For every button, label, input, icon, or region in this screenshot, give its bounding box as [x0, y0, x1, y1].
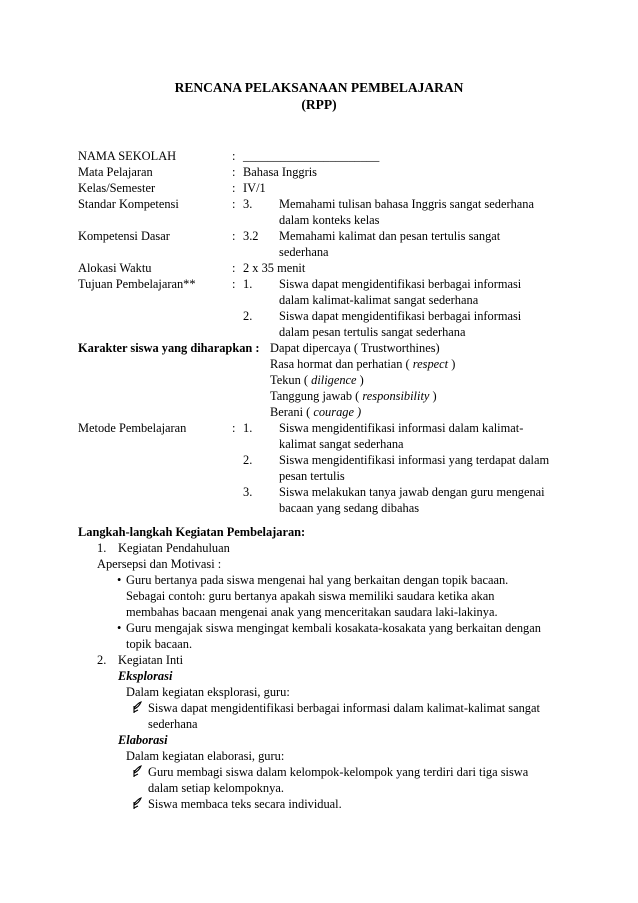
karakter-label: Karakter siswa yang diharapkan : [78, 341, 260, 355]
elaborasi-item1-line1: Guru membagi siswa dalam kelompok-kelompok yang terdiri dari tiga siswa [148, 765, 529, 779]
colon: : [232, 197, 236, 211]
kompetensi-number: 3.2 [243, 229, 259, 243]
elaborasi-item2-line1: Siswa membaca teks secara individual. [148, 797, 342, 811]
tujuan-number-2: 2. [243, 309, 253, 323]
title-line-2: (RPP) [301, 97, 337, 112]
langkah-heading: Langkah-langkah Kegiatan Pembelajaran: [78, 525, 306, 539]
karakter-item: Rasa hormat dan perhatian ( respect ) [270, 357, 456, 371]
step2-number: 2. [97, 653, 107, 667]
colon: : [232, 181, 236, 195]
tujuan-number-1: 1. [243, 277, 253, 291]
colon: : [232, 149, 236, 163]
step1-subtitle: Apersepsi dan Motivasi : [97, 557, 222, 571]
leaf-bullet-icon [132, 700, 142, 718]
kompetensi-text-2: sederhana [279, 245, 329, 259]
elaborasi-intro: Dalam kegiatan elaborasi, guru: [126, 749, 285, 763]
metode-number-1: 1. [243, 421, 253, 435]
tujuan-text-2b: dalam pesan tertulis sangat sederhana [279, 325, 466, 339]
step1-number: 1. [97, 541, 107, 555]
nama-sekolah-label: NAMA SEKOLAH [78, 149, 177, 163]
karakter-item: Berani ( courage ) [270, 405, 362, 419]
colon: : [232, 165, 236, 179]
mata-pelajaran-label: Mata Pelajaran [78, 165, 153, 179]
title-line-1: RENCANA PELAKSANAAN PEMBELAJARAN [174, 80, 464, 95]
standar-text-1: Memahami tulisan bahasa Inggris sangat sederhana [279, 197, 534, 211]
metode-text-2b: pesan tertulis [279, 469, 345, 483]
leaf-icon [132, 764, 142, 778]
kelas-label: Kelas/Semester [78, 181, 156, 195]
alokasi-value: 2 x 35 menit [243, 261, 306, 275]
colon: : [232, 229, 236, 243]
metode-text-1a: Siswa mengidentifikasi informasi dalam kalimat- [279, 421, 524, 435]
eksplorasi-item-line1: Siswa dapat mengidentifikasi berbagai informasi dalam kalimat-kalimat sangat [148, 701, 540, 715]
tujuan-text-2a: Siswa dapat mengidentifikasi berbagai informasi [279, 309, 522, 323]
kelas-value: IV/1 [243, 181, 266, 195]
eksplorasi-intro: Dalam kegiatan eksplorasi, guru: [126, 685, 290, 699]
leaf-bullet-icon [132, 796, 142, 814]
bullet-icon: • [117, 573, 122, 587]
metode-text-1b: kalimat sangat sederhana [279, 437, 404, 451]
metode-text-2a: Siswa mengidentifikasi informasi yang terdapat dalam [279, 453, 550, 467]
tujuan-text-1b: dalam kalimat-kalimat sangat sederhana [279, 293, 479, 307]
step1-bullet1-line3: membahas bacaan mengenai anak yang menceritakan saudara laki-lakinya. [126, 605, 498, 619]
colon: : [232, 261, 236, 275]
elaborasi-title: Elaborasi [118, 733, 168, 747]
karakter-item: Tanggung jawab ( responsibility ) [270, 389, 437, 403]
kompetensi-label: Kompetensi Dasar [78, 229, 170, 243]
colon: : [232, 277, 236, 291]
karakter-item: Tekun ( diligence ) [270, 373, 364, 387]
metode-text-3a: Siswa melakukan tanya jawab dengan guru mengenai [279, 485, 545, 499]
step1-bullet1-line1: Guru bertanya pada siswa mengenai hal yang berkaitan dengan topik bacaan. [126, 573, 509, 587]
leaf-icon [132, 700, 142, 714]
step2-title: Kegiatan Inti [118, 653, 184, 667]
leaf-icon [132, 796, 142, 810]
metode-number-2: 2. [243, 453, 253, 467]
metode-text-3b: bacaan yang sedang dibahas [279, 501, 420, 515]
karakter-item: Dapat dipercaya ( Trustworthines) [270, 341, 440, 355]
colon: : [232, 421, 236, 435]
step1-bullet2-line1: Guru mengajak siswa mengingat kembali kosakata-kosakata yang berkaitan dengan [126, 621, 541, 635]
tujuan-label: Tujuan Pembelajaran** [78, 277, 196, 291]
metode-label: Metode Pembelajaran [78, 421, 187, 435]
step1-title: Kegiatan Pendahuluan [118, 541, 230, 555]
step1-bullet2-line2: topik bacaan. [126, 637, 193, 651]
metode-number-3: 3. [243, 485, 253, 499]
kompetensi-text-1: Memahami kalimat dan pesan tertulis sangat [279, 229, 501, 243]
nama-sekolah-value: ______________________ [243, 149, 380, 163]
eksplorasi-item-line2: sederhana [148, 717, 198, 731]
elaborasi-item1-line2: dalam setiap kelompoknya. [148, 781, 284, 795]
standar-text-2: dalam konteks kelas [279, 213, 380, 227]
leaf-bullet-icon [132, 764, 142, 782]
eksplorasi-title: Eksplorasi [118, 669, 173, 683]
tujuan-text-1a: Siswa dapat mengidentifikasi berbagai informasi [279, 277, 522, 291]
standar-label: Standar Kompetensi [78, 197, 179, 211]
alokasi-label: Alokasi Waktu [78, 261, 152, 275]
standar-number: 3. [243, 197, 253, 211]
bullet-icon: • [117, 621, 122, 635]
step1-bullet1-line2: Sebagai contoh: guru bertanya apakah siswa memiliki saudara ketika akan [126, 589, 495, 603]
mata-pelajaran-value: Bahasa Inggris [243, 165, 317, 179]
